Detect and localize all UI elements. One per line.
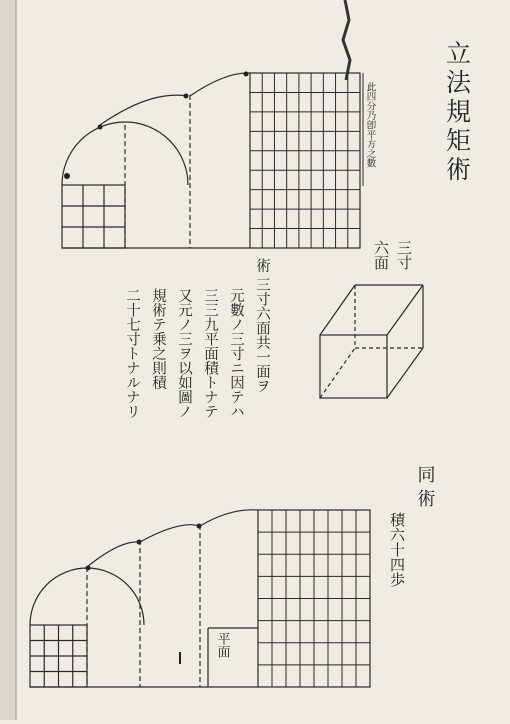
text-col-6: 二十七寸トナルナリ [124,288,140,419]
text-col-5: 規術テ乗之則積 [150,288,166,390]
binding-shadow [0,0,16,720]
text-col-2: 元數ノ三寸ニ因テハ [228,288,244,419]
text-col-3: 三三九平面積トナテ [202,288,218,419]
text-col-1: 術 三寸六面共一面ヲ [254,258,270,394]
section2-heading: 同術 [414,465,436,513]
page-title: 立法規矩術 [442,40,472,185]
section2-area-label: 積六十四歩 [388,512,406,587]
cube-faces-label: 六面 [372,240,390,270]
cube-size-label: 三寸 [395,240,413,270]
side-note: 此四分乃卽平方之數 [364,82,376,168]
plane-label: 平面 [214,632,230,658]
text-col-4: 又元ノ三ヲ以如圖ノ [176,288,192,419]
